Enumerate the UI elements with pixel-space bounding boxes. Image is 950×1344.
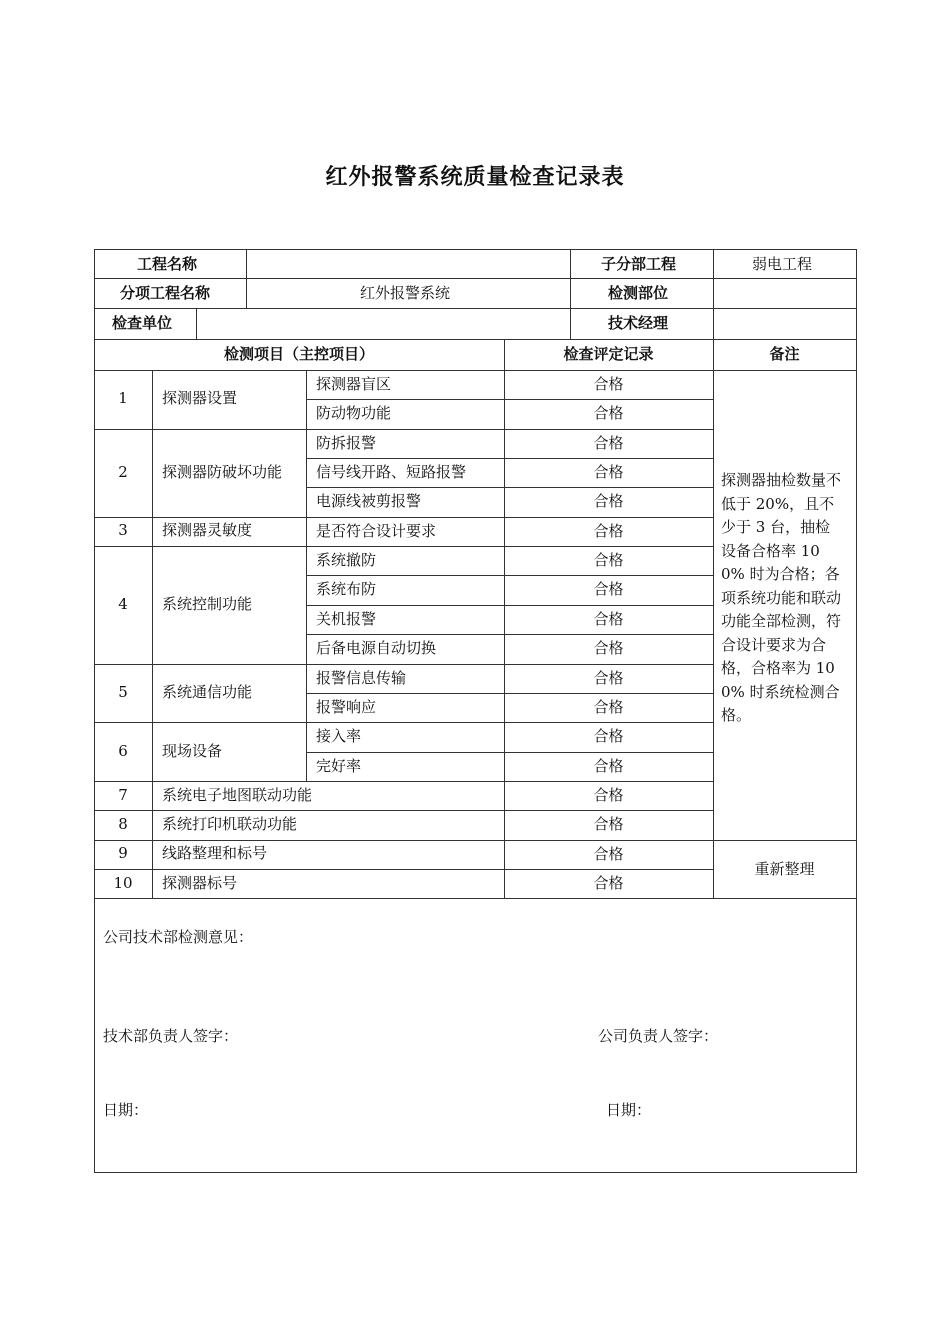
check-result: 合格: [593, 610, 624, 628]
table-border: [152, 664, 153, 724]
table-border: [94, 308, 857, 309]
sub-item-label: 探测器盲区: [316, 375, 392, 393]
table-border: [152, 370, 153, 430]
item-name: 线路整理和标号: [162, 844, 268, 862]
table-border: [94, 370, 857, 371]
table-border: [94, 664, 714, 665]
table-border: [713, 664, 714, 724]
table-border: [713, 898, 857, 899]
table-border: [504, 781, 505, 811]
table-border: [504, 722, 505, 782]
table-border: [152, 810, 153, 840]
sub-item-label: 防拆报警: [316, 434, 377, 452]
check-result: 合格: [593, 551, 624, 569]
table-border: [504, 810, 505, 840]
table-border: [94, 840, 714, 841]
table-border: [94, 722, 714, 723]
check-result: 合格: [593, 669, 624, 687]
table-border: [306, 693, 714, 694]
table-border: [246, 249, 247, 309]
check-result: 合格: [593, 522, 624, 540]
table-border: [504, 429, 505, 518]
sub-item-label: 是否符合设计要求: [316, 522, 437, 540]
sub-item-label: 报警响应: [316, 698, 377, 716]
table-border: [713, 546, 714, 664]
table-border: [713, 869, 714, 899]
check-result: 合格: [593, 815, 624, 833]
table-border: [306, 429, 307, 518]
check-result: 合格: [593, 434, 624, 452]
table-border: [94, 869, 714, 870]
item-name: 探测器灵敏度: [162, 521, 253, 539]
table-border: [713, 339, 714, 371]
sub-item-label: 系统撤防: [316, 551, 377, 569]
date-label-right: 日期：: [606, 1101, 652, 1119]
table-border: [152, 429, 153, 518]
table-border: [306, 546, 307, 664]
table-border: [152, 781, 153, 811]
sub-item-label: 报警信息传输: [316, 669, 407, 687]
table-border: [306, 575, 714, 576]
item-name: 系统电子地图联动功能: [162, 786, 313, 804]
table-border: [713, 517, 714, 547]
company-sign-label: 公司负责人签字：: [598, 1027, 719, 1045]
table-border: [306, 370, 307, 430]
table-border: [94, 810, 714, 811]
remark-redo: 重新整理: [754, 860, 815, 878]
sub-item-label: 信号线开路、短路报警: [316, 463, 467, 481]
table-border: [504, 517, 505, 547]
table-border: [306, 722, 307, 782]
table-border: [196, 308, 197, 340]
table-border: [94, 1172, 857, 1173]
table-border: [713, 840, 857, 841]
check-result: 合格: [593, 492, 624, 510]
table-border: [152, 869, 153, 899]
check-result: 合格: [593, 757, 624, 775]
subdivision-value: 弱电工程: [752, 255, 813, 273]
table-border: [94, 339, 857, 340]
column-header-items: 检测项目（主控项目）: [223, 345, 374, 363]
check-result: 合格: [593, 375, 624, 393]
item-number: 9: [118, 844, 128, 862]
table-border: [306, 458, 714, 459]
form-title: 红外报警系统质量检查记录表: [325, 165, 625, 190]
item-number: 10: [113, 874, 133, 892]
table-border: [713, 370, 714, 430]
table-border: [713, 249, 714, 340]
item-number: 2: [118, 463, 128, 481]
column-header-record: 检查评定记录: [563, 345, 654, 363]
item-name: 系统控制功能: [162, 595, 253, 613]
sub-item-label: 系统布防: [316, 580, 377, 598]
item-name: 系统通信功能: [162, 683, 253, 701]
remark-main: 探测器抽检数量不低于 20%，且不少于 3 台，抽检设备合格率 100% 时为合格；各项系统功能和联动功能全部检测，符合设计要求为合格，合格率为 100% 时系统检测合格。: [721, 471, 842, 724]
table-border: [504, 546, 505, 664]
table-border: [94, 546, 714, 547]
table-border: [713, 810, 714, 840]
column-header-remark: 备注: [769, 345, 800, 363]
table-border: [504, 664, 505, 724]
date-label-left: 日期：: [103, 1101, 149, 1119]
check-result: 合格: [593, 639, 624, 657]
item-number: 8: [118, 815, 128, 833]
item-number: 6: [118, 742, 128, 760]
check-result: 合格: [593, 786, 624, 804]
item-name: 现场设备: [162, 742, 223, 760]
item-number: 1: [118, 389, 128, 407]
table-border: [306, 605, 714, 606]
item-name-label: 分项工程名称: [120, 284, 211, 302]
table-border: [504, 840, 505, 870]
table-border: [152, 722, 153, 782]
table-border: [713, 429, 714, 518]
dept-sign-label: 技术部负责人签字：: [103, 1027, 239, 1045]
table-border: [504, 339, 505, 371]
test-location-label: 检测部位: [608, 284, 669, 302]
sub-item-label: 完好率: [316, 757, 362, 775]
table-border: [94, 249, 857, 250]
table-border: [713, 781, 714, 811]
check-result: 合格: [593, 463, 624, 481]
check-result: 合格: [593, 845, 624, 863]
item-name: 探测器设置: [162, 389, 238, 407]
table-border: [306, 487, 714, 488]
table-border: [504, 869, 505, 899]
table-border: [94, 429, 714, 430]
table-border: [713, 840, 714, 870]
table-border: [306, 634, 714, 635]
item-name-value: 红外报警系统: [360, 284, 451, 302]
item-number: 5: [118, 683, 128, 701]
table-border: [94, 898, 714, 899]
check-result: 合格: [593, 874, 624, 892]
item-name: 探测器防破坏功能: [162, 463, 283, 481]
check-result: 合格: [593, 404, 624, 422]
table-border: [713, 722, 714, 782]
table-border: [306, 752, 714, 753]
table-border: [306, 664, 307, 724]
item-number: 7: [118, 786, 128, 804]
table-border: [856, 249, 857, 1173]
tech-manager-label: 技术经理: [608, 314, 669, 332]
table-border: [94, 278, 857, 279]
table-border: [152, 517, 153, 547]
table-border: [570, 249, 571, 340]
table-border: [94, 781, 714, 782]
item-name: 系统打印机联动功能: [162, 815, 298, 833]
check-result: 合格: [593, 698, 624, 716]
sub-item-label: 防动物功能: [316, 404, 392, 422]
table-border: [306, 399, 714, 400]
table-border: [152, 546, 153, 664]
dept-opinion-label: 公司技术部检测意见：: [103, 928, 254, 946]
check-result: 合格: [593, 727, 624, 745]
check-result: 合格: [593, 580, 624, 598]
table-border: [94, 517, 714, 518]
table-border: [152, 840, 153, 870]
table-border: [504, 370, 505, 430]
item-number: 4: [118, 595, 128, 613]
project-name-label: 工程名称: [137, 255, 198, 273]
sub-item-label: 后备电源自动切换: [316, 639, 437, 657]
table-border: [94, 249, 95, 1173]
subdivision-label: 子分部工程: [601, 255, 677, 273]
sub-item-label: 电源线被剪报警: [316, 492, 422, 510]
sub-item-label: 接入率: [316, 727, 362, 745]
table-border: [306, 517, 307, 547]
item-name: 探测器标号: [162, 874, 238, 892]
sub-item-label: 关机报警: [316, 610, 377, 628]
item-number: 3: [118, 521, 128, 539]
inspection-unit-label: 检查单位: [112, 314, 173, 332]
